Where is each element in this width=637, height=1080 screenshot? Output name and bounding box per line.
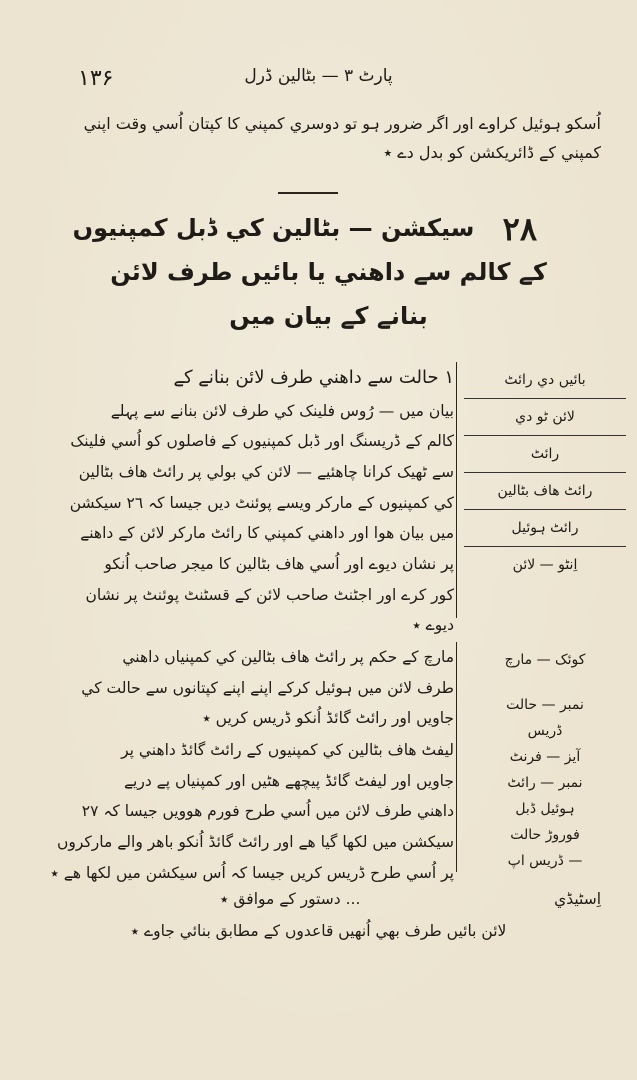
text-line: پر اُسي طرح ڈریس کریں جیسا کہ اُس سیکشن میں لکھا ھے ٭ [50,863,454,882]
text-line: جاویں اور رائٹ گائڈ اُنکو ڈریس کریں ٭ [202,709,454,728]
text-line: میں بیان ھوا اور داھني کمپني کا رائٹ مارکر لائن کے داھنے [80,524,454,543]
section-title-line: بنانے کے بیان میں [229,302,428,330]
margin-note: لائن ٹو دي [464,399,626,436]
margin-note: — ڈریس اپ [507,853,583,869]
text-line: کالم کے ڈریسنگ اور ڈبل کمپنیوں کے فاصلوں کو اُسي فلینک [70,432,454,451]
margin-note: رائٹ [464,436,626,473]
text-line: لیفٹ ھاف بٹالین کي کمپنیوں کے رائٹ گائڈ داھني پر [121,741,454,759]
margin-note: فوروڑ حالت [510,827,580,843]
margin-notes-1 [456,362,634,618]
margin-bracket-line [456,642,457,872]
margin-note: آیز — فرنٹ [509,749,581,765]
command-text: ... دستور کے موافق ٭ [220,890,361,908]
paragraph-block-1 [26,360,454,641]
margin-note: ہوئیل ڈبل [515,801,575,817]
command-label: اِسٹیڈي [554,890,601,908]
text-line: کي کمپنیوں کے مارکر ویسے پوئنٹ دیں جیسا کہ ۲٦ سیکشن [69,493,454,512]
page-number: ۱۳۶ [78,66,114,91]
intro-paragraph [60,110,601,168]
margin-note: نمبر — حالت [506,697,584,713]
closing-line: لائن بائیں طرف بھي اُنھیں قاعدوں کے مطابق بنائي جاوے ٭ [130,922,507,940]
margin-note: نمبر — رائٹ [507,775,583,791]
margin-note: بائیں دي رائٹ [464,362,626,399]
paragraph-block-3 [26,735,454,888]
margin-note: اِنٹو — لائن [512,557,578,573]
section-number: ۲۸ [502,210,537,248]
text-line: بیان میں — رُوس فلینک کي طرف لائن بنانے سے پہلے [110,401,454,420]
text-line: دیوے ٭ [412,616,454,635]
margin-note: ڈریس [527,723,563,739]
section-title-line: کے کالم سے داھني یا بائیں طرف لائن [110,258,547,286]
divider-rule [278,192,338,194]
intro-line: کمپني کے ڈائریکشن کو بدل دے ٭ [383,142,601,162]
text-line: جاویں اور لیفٹ گائڈ پیچھے ھٹیں اور کمپنیاں پے دریے [123,771,454,790]
text-line: کور کرے اور اجٹنٹ صاحب لائن کے قسٹنٹ پوئنٹ پر نشان [85,585,454,604]
section-title-line: سیکشن — بٹالین کي ڈبل کمپنیوں [72,214,475,242]
running-title: پارٹ ٣ — بٹالین ڈرل [244,66,393,86]
margin-bracket-line [456,362,457,618]
margin-notes-2 [456,642,634,872]
paragraph-block-2 [26,642,454,734]
text-line: سے ٹھیک کرانا چاھئیے — لائن کي بولي پر رائٹ ھاف بٹالین [78,463,454,481]
margin-note: کوئک — مارچ [504,652,586,668]
intro-line: اُسکو ہوئیل کراوے اور اگر ضرور ہو تو دوسري کمپني کا کپتان اُسي وقت اپني [83,114,601,133]
paragraph-heading: ۱ حالت سے داھني طرف لائن بنانے کے [173,367,454,388]
margin-note: رائٹ ھاف بٹالین [464,473,626,510]
text-line: طرف لائن میں ہوئیل کرکے اپنے اپنے کپتانوں سے حالت کي [81,678,454,697]
margin-note: رائٹ ہوئیل [464,510,626,547]
text-line: مارچ کے حکم پر رائٹ ھاف بٹالین کي کمپنیاں داھني [122,648,454,666]
text-line: داھني طرف لائن میں اُسي طرح فورم ھوویں جیسا کہ ۲۷ [81,802,454,821]
text-line: پر نشان دیوے اور اُسي ھاف بٹالین کا میجر صاحب اُنکو [104,555,454,574]
text-line: سیکشن میں لکھا گیا ھے اور رائٹ گائڈ اُنکو باھر والے مارکروں [56,833,454,852]
